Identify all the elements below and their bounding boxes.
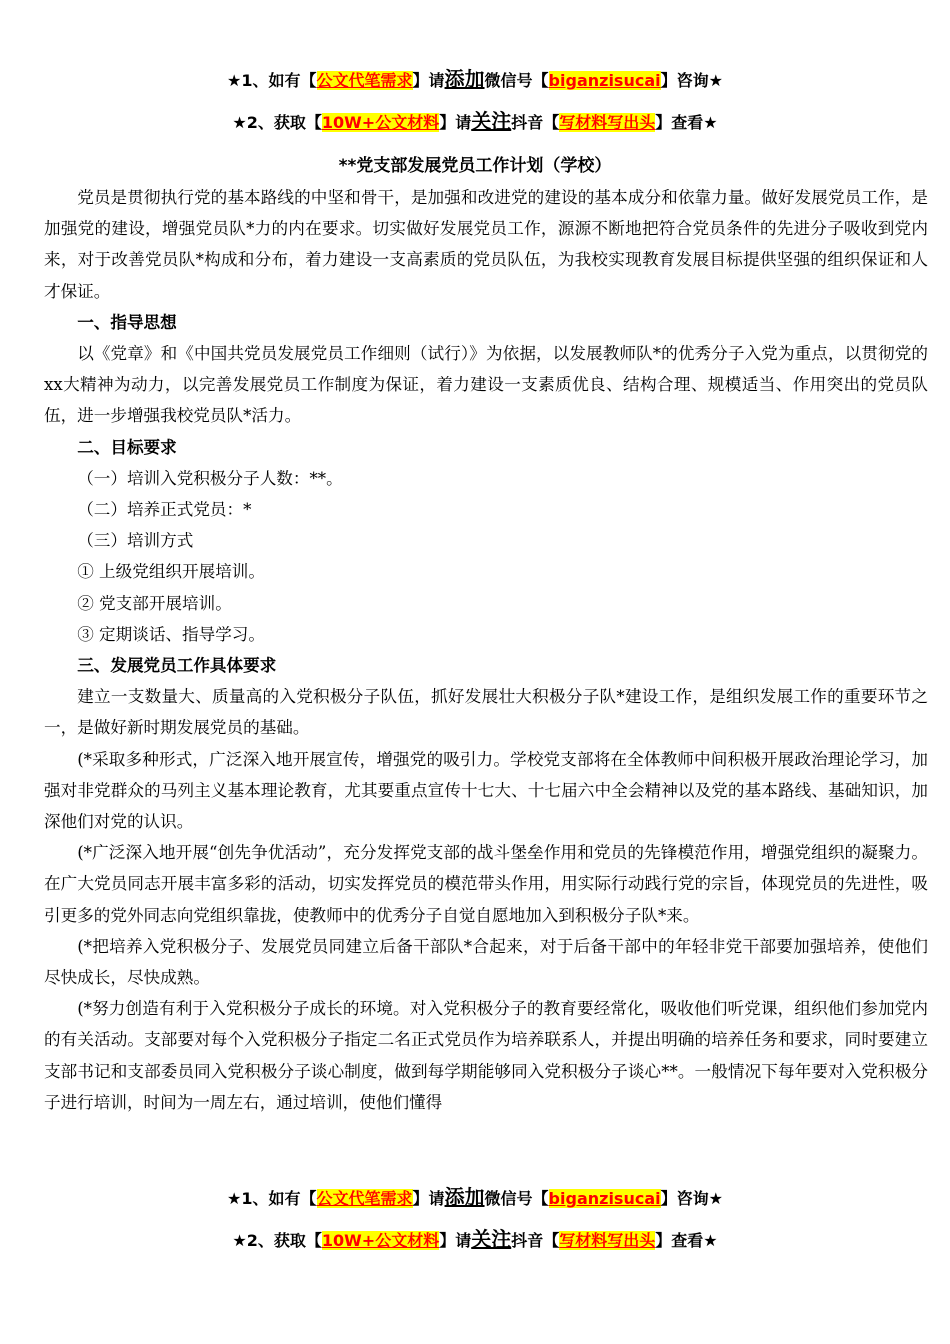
training-item: ③ 定期谈话、指导学习。	[77, 624, 265, 644]
training-item: ② 党支部开展培训。	[77, 593, 232, 613]
section-heading-goals: 二、目标要求	[77, 437, 177, 457]
banner-text: 】查看★	[655, 113, 718, 132]
promo-banner-top-line1	[0, 68, 950, 92]
banner-text: 微信号【	[484, 71, 549, 90]
emphasis-text: 关注	[471, 1227, 512, 1251]
banner-text: ★1、如有【	[227, 71, 317, 90]
highlight-text: 10W+公文材料	[321, 1231, 440, 1250]
banner-text: ★1、如有【	[227, 1189, 317, 1208]
banner-text: 】请	[412, 71, 445, 90]
highlight-text: 10W+公文材料	[321, 113, 440, 132]
banner-text: ★2、获取【	[232, 113, 322, 132]
goal-item: （二）培养正式党员：*	[77, 500, 252, 520]
banner-text: 微信号【	[484, 1189, 549, 1208]
highlight-text: 写材料写出头	[559, 1231, 656, 1250]
requirements-paragraph: 建立一支数量大、质量高的入党积极分子队伍，抓好发展壮大积极分子队*建设工作，是组织发展工作的重要环节之一，是做好新时期发展党员的基础。	[44, 687, 928, 738]
banner-text: 抖音【	[511, 113, 560, 132]
banner-text: 】查看★	[655, 1231, 718, 1250]
requirements-paragraph: (*采取多种形式，广泛深入地开展宣传，增强党的吸引力。学校党支部将在全体教师中间积极开展政治理论学习，加强对非党群众的马列主义基本理论教育，尤其要重点宣传十七大、十七届六中全会精神以及党的基本路线、基础知识，加深他们对党的认识。	[44, 749, 928, 832]
document-body	[44, 182, 928, 1118]
highlight-text: biganzisucai	[548, 71, 661, 90]
promo-banner-top-line2	[0, 110, 950, 134]
banner-text: 抖音【	[511, 1231, 560, 1250]
requirements-paragraph: (*努力创造有利于入党积极分子成长的环境。对入党积极分子的教育要经常化，吸收他们听党课，组织他们参加党内的有关活动。支部要对每个入党积极分子指定二名正式党员作为培养联系人，并提出明确的培养任务和要求，同时要建立支部书记和支部委员同入党积极分子谈心制度，做到每学期能够同入党积极分子谈心**。一般情况下每年要对入党积极分子进行培训，时间为一周左右，通过培训，使他们懂得	[44, 999, 928, 1112]
highlight-text: biganzisucai	[548, 1189, 661, 1208]
document-title: **党支部发展党员工作计划（学校）	[338, 156, 612, 176]
guidance-paragraph: 以《党章》和《中国共党员发展党员工作细则（试行）》为依据，以发展教师队*的优秀分子入党为重点，以贯彻党的xx大精神为动力，以完善发展党员工作制度为保证，着力建设一支素质优良、结构合理、规模适当、作用突出的党员队伍，进一步增强我校党员队*活力。	[44, 344, 928, 426]
section-heading-requirements: 三、发展党员工作具体要求	[77, 656, 277, 676]
intro-paragraph: 党员是贯彻执行党的基本路线的中坚和骨干，是加强和改进党的建设的基本成分和依靠力量。做好发展党员工作，是加强党的建设，增强党员队*力的内在要求。切实做好发展党员工作，源源不断地把符合党员条件的先进分子吸收到党内来，对于改善党员队*构成和分布，着力建设一支高素质的党员队伍，为我校实现教育发展目标提供坚强的组织保证和人才保证。	[44, 188, 928, 301]
section-heading-guidance: 一、指导思想	[77, 312, 177, 332]
requirements-paragraph: (*广泛深入地开展“创先争优活动”，充分发挥党支部的战斗堡垒作用和党员的先锋模范作用，增强党组织的凝聚力。在广大党员同志开展丰富多彩的活动，切实发挥党员的模范带头作用，用实际行动践行党的宗旨，体现党员的先进性，吸引更多的党外同志向党组织靠拢，使教师中的优秀分子自觉自愿地加入到积极分子队*来。	[44, 843, 928, 925]
goal-item: （一）培训入党积极分子人数：**。	[77, 468, 343, 488]
banner-text: 】请	[439, 1231, 472, 1250]
emphasis-text: 添加	[444, 1185, 485, 1209]
emphasis-text: 关注	[471, 109, 512, 133]
banner-text: 】请	[412, 1189, 445, 1208]
highlight-text: 公文代笔需求	[316, 1189, 413, 1208]
highlight-text: 公文代笔需求	[316, 71, 413, 90]
highlight-text: 写材料写出头	[559, 113, 656, 132]
promo-banner-bottom-line1	[0, 1186, 950, 1210]
requirements-paragraph: (*把培养入党积极分子、发展党员同建立后备干部队*合起来，对于后备干部中的年轻非党干部要加强培养，使他们尽快成长，尽快成熟。	[44, 936, 928, 988]
banner-text: ★2、获取【	[232, 1231, 322, 1250]
banner-text: 】咨询★	[660, 1189, 723, 1208]
banner-text: 】咨询★	[660, 71, 723, 90]
banner-text: 】请	[439, 113, 472, 132]
emphasis-text: 添加	[444, 67, 485, 91]
training-item: ① 上级党组织开展培训。	[77, 562, 265, 582]
promo-banner-bottom-line2	[0, 1228, 950, 1252]
goal-item: （三）培训方式	[77, 531, 194, 551]
